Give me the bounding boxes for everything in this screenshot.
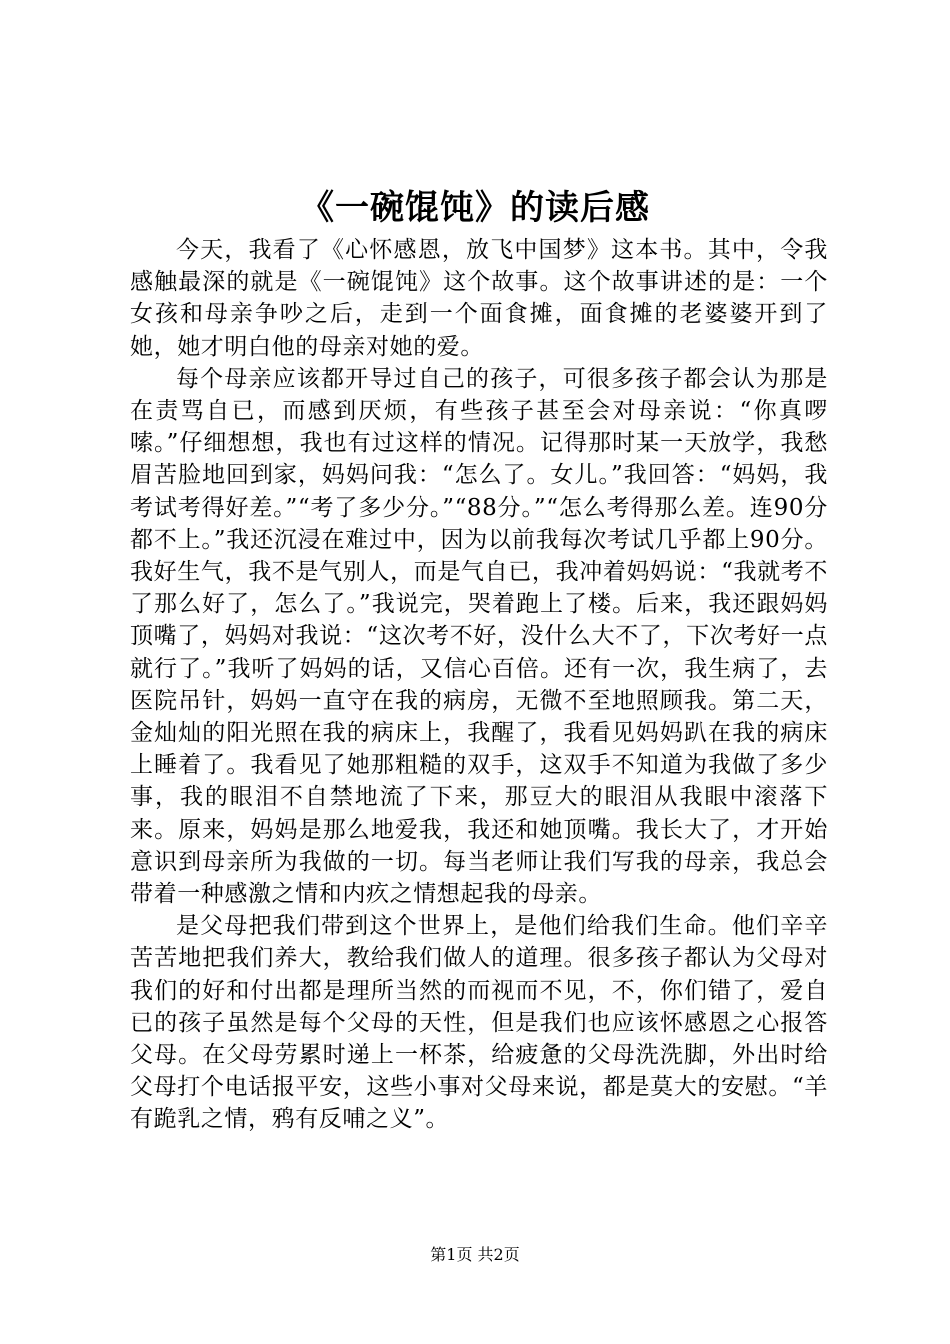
document-body (130, 234, 828, 1136)
document-title: 《一碗馄饨》的读后感 (300, 188, 650, 228)
page-number-footer: 第1页 共2页 (430, 1245, 520, 1264)
paragraph-3: 是父母把我们带到这个世界上，是他们给我们生命。他们辛辛苦苦地把我们养大，教给我们做人的道理。很多孩子都认为父母对我们的好和付出都是理所当然的而视而不见，不，你们错了，爱自已的孩子虽然是每个父母的天性，但是我们也应该怀感恩之心报答父母。在父母劳累时递上一杯茶，给疲惫的父母洗洗脚，外出时给父母打个电话报平安，这些小事对父母来说，都是莫大的安慰。“羊有跪乳之情，鸦有反哺之义”。 (130, 913, 828, 1133)
paragraph-2: 每个母亲应该都开导过自己的孩子，可很多孩子都会认为那是在责骂自已，而感到厌烦，有些孩子甚至会对母亲说：“你真啰嗦。”仔细想想，我也有过这样的情况。记得那时某一天放学，我愁眉苦脸地回到家，妈妈问我：“怎么了。女儿。”我回答：“妈妈，我考试考得好差。”“考了多少分。”“88分。”“怎么考得那么差。连90分都不上。”我还沉浸在难过中，因为以前我每次考试几乎都上90分。我好生气，我不是气别人，而是气自已，我冲着妈妈说：“我就考不了那么好了，怎么了。”我说完，哭着跑上了楼。后来，我还跟妈妈顶嘴了，妈妈对我说：“这次考不好，没什么大不了，下次考好一点就行了。”我听了妈妈的话，又信心百倍。还有一次，我生病了，去医院吊针，妈妈一直守在我的病房，无微不至地照顾我。第二天，金灿灿的阳光照在我的病床上，我醒了，我看见妈妈趴在我的病床上睡着了。我看见了她那粗糙的双手，这双手不知道为我做了多少事，我的眼泪不自禁地流了下来，那豆大的眼泪从我眼中滚落下来。原来，妈妈是那么地爱我，我还和她顶嘴。我长大了，才开始意识到母亲所为我做的一切。每当老师让我们写我的母亲，我总会带着一种感激之情和内疚之情想起我的母亲。 (130, 365, 828, 908)
paragraph-1: 今天，我看了《心怀感恩，放飞中国梦》这本书。其中，令我感触最深的就是《一碗馄饨》这个故事。这个故事讲述的是：一个女孩和母亲争吵之后，走到一个面食摊，面食摊的老婆婆开到了她，她才明白他的母亲对她的爱。 (130, 237, 828, 360)
